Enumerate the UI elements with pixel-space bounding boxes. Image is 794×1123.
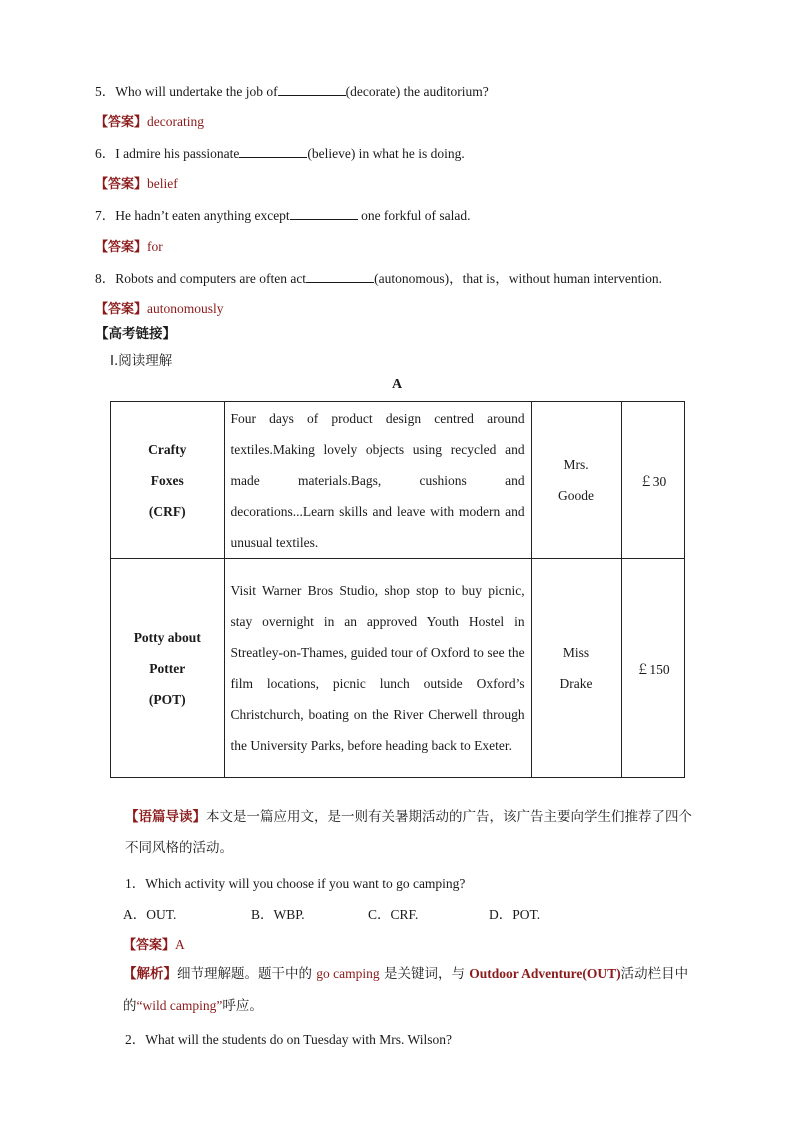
answer-blank	[290, 207, 358, 220]
answer-blank	[278, 83, 346, 96]
activity-price: ￡30	[621, 402, 684, 559]
question-1: 1．Which activity will you choose if you want to go camping?	[125, 876, 466, 891]
section-heading: 【高考链接】	[95, 326, 176, 342]
passage-guide: 【语篇导读】本文是一篇应用文，是一则有关暑期活动的广告，该广告主要向学生们推荐了四个不同风格的活动。	[125, 809, 692, 856]
passage-title: A	[391, 377, 403, 392]
table-row	[111, 559, 685, 778]
activity-name: Potty about Potter (POT)	[111, 559, 225, 778]
answer-1: 【答案】A	[123, 937, 185, 953]
analysis-1: 【解析】细节理解题。题干中的 go camping 是关键词，与 Outdoor Adventure(OUT)活动栏目中的“wild camping”呼应。	[123, 966, 689, 1014]
subsection-title: Ⅰ.阅读理解	[110, 353, 173, 369]
answer-blank	[239, 145, 307, 158]
activity-teacher: Miss Drake	[531, 559, 621, 778]
activity-price: ￡150	[621, 559, 684, 778]
question-7: 7．He hadn’t eaten anything except one forkful of salad.	[95, 208, 471, 223]
option-a: A．OUT.	[123, 907, 177, 922]
answer-8: 【答案】autonomously	[95, 301, 224, 317]
option-b: B．WBP.	[251, 907, 305, 922]
question-1-options	[123, 903, 540, 923]
table-row	[111, 402, 685, 559]
question-8: 8．Robots and computers are often act (autonomous)，that is，without human intervention.	[95, 271, 663, 286]
answer-7: 【答案】for	[95, 239, 163, 255]
question-6: 6．I admire his passionate (believe) in what he is doing.	[95, 146, 465, 161]
activity-description: Visit Warner Bros Studio, shop stop to buy picnic, stay overnight in an approved Youth Hostel in Streatley-on-Thames, guided tour of Oxford to see the film locations, picnic lunch outside Oxford’s Christchurch, boating on the River Cherwell through the University Parks, before heading back to Exeter.	[224, 559, 531, 778]
activity-description: Four days of product design centred around textiles.Making lovely objects using recycled and made materials.Bags, cushions and decorations...Learn skills and leave with modern and unusual textiles.	[224, 402, 531, 559]
activity-name: Crafty Foxes (CRF)	[111, 402, 225, 559]
option-d: D．POT.	[489, 907, 541, 922]
option-c: C．CRF.	[368, 907, 419, 922]
question-2: 2．What will the students do on Tuesday with Mrs. Wilson?	[125, 1032, 452, 1047]
question-5: 5．Who will undertake the job of (decorate) the auditorium?	[95, 84, 489, 99]
answer-5: 【答案】decorating	[95, 114, 204, 130]
activity-teacher: Mrs. Goode	[531, 402, 621, 559]
answer-blank	[306, 270, 374, 283]
activity-table	[110, 401, 685, 778]
answer-6: 【答案】belief	[95, 176, 178, 192]
